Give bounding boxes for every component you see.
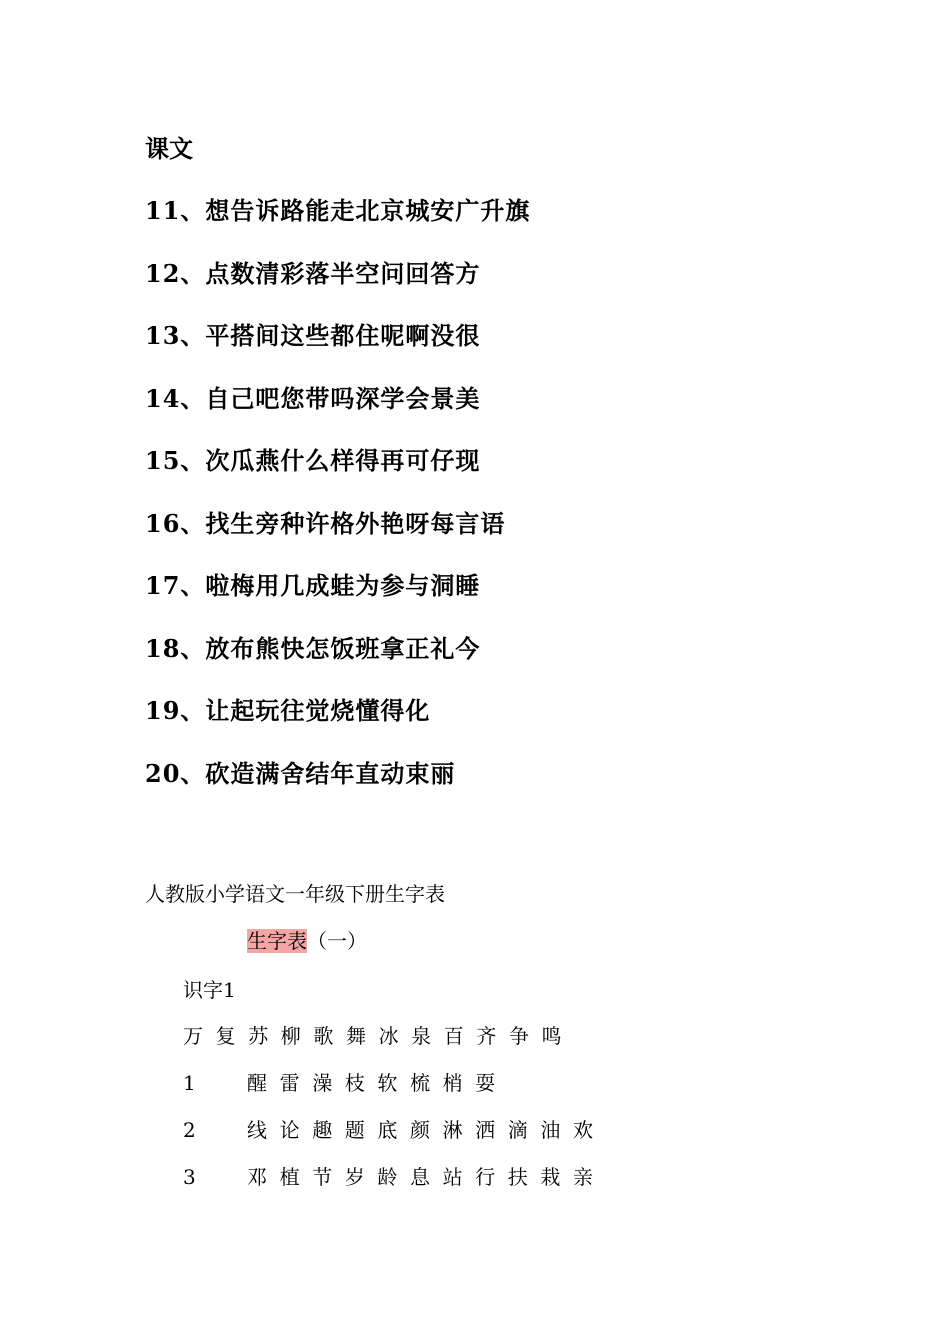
char-cell: 醒	[247, 1071, 267, 1095]
char-cell: 泉	[411, 1024, 432, 1048]
char-cell: 行	[475, 1165, 496, 1189]
char-cell: 植	[279, 1165, 300, 1189]
lesson-item: 15、次瓜燕什么样得再可仔现	[145, 446, 481, 475]
char-cell: 节	[312, 1165, 333, 1189]
char-cell: 欢	[572, 1118, 593, 1142]
char-cell: 舞	[345, 1024, 366, 1048]
subtitle-highlight: 生字表	[247, 929, 307, 953]
char-cell: 邓	[247, 1165, 267, 1189]
subtitle-rest: （一）	[307, 929, 367, 953]
lesson-item: 14、自己吧您带吗深学会景美	[145, 383, 481, 413]
char-cell: 题	[344, 1118, 365, 1142]
char-row-chars	[183, 1021, 574, 1051]
char-cell: 争	[508, 1024, 529, 1048]
char-cell: 软	[377, 1071, 398, 1095]
lesson-item: 19、让起玩往觉烧懂得化	[145, 696, 431, 725]
char-row-chars	[247, 1068, 508, 1098]
lesson-list	[145, 195, 530, 820]
char-cell: 论	[279, 1118, 300, 1142]
lesson-item: 20、砍造满舍结年直动束丽	[145, 758, 456, 788]
char-cell: 苏	[248, 1024, 269, 1048]
char-cell: 梳	[409, 1071, 430, 1095]
char-cell: 站	[442, 1165, 463, 1189]
char-cell: 鸣	[541, 1024, 562, 1048]
char-cell: 趣	[312, 1118, 333, 1142]
char-cell: 线	[247, 1118, 267, 1142]
lesson-item: 18、放布熊快怎饭班拿正礼今	[145, 633, 481, 663]
char-cell: 颜	[409, 1118, 430, 1142]
char-row-number: 3	[183, 1165, 196, 1189]
lesson-item: 13、平搭间这些都住呢啊没很	[145, 321, 481, 350]
char-cell: 岁	[344, 1165, 365, 1189]
char-cell: 歌	[313, 1024, 334, 1048]
char-row-number: 2	[183, 1118, 196, 1142]
char-table-subtitle	[247, 927, 367, 955]
char-cell: 淋	[442, 1118, 463, 1142]
char-cell: 栽	[540, 1165, 561, 1189]
char-table-title: 人教版小学语文一年级下册生字表	[145, 882, 445, 906]
char-row-number: 1	[183, 1071, 196, 1095]
char-cell: 澡	[312, 1071, 333, 1095]
lesson-item: 16、找生旁种许格外艳呀每言语	[145, 508, 506, 538]
lesson-item: 12、点数清彩落半空问回答方	[145, 258, 481, 288]
char-cell: 龄	[377, 1165, 398, 1189]
lesson-item: 17、啦梅用几成蛙为参与洞睡	[145, 571, 481, 600]
char-cell: 洒	[475, 1118, 496, 1142]
lessons-heading: 课文	[145, 134, 193, 163]
char-row-chars	[247, 1115, 606, 1145]
char-cell: 扶	[507, 1165, 528, 1189]
char-cell: 息	[409, 1165, 430, 1189]
char-cell: 油	[540, 1118, 561, 1142]
char-cell: 万	[183, 1024, 203, 1048]
char-cell: 底	[377, 1118, 398, 1142]
char-cell: 枝	[344, 1071, 365, 1095]
lesson-item: 11、想告诉路能走北京城安广升旗	[145, 196, 531, 225]
char-cell: 冰	[378, 1024, 399, 1048]
char-cell: 梢	[442, 1071, 463, 1095]
char-cell: 复	[215, 1024, 236, 1048]
char-cell: 滴	[507, 1118, 528, 1142]
char-cell: 齐	[476, 1024, 497, 1048]
char-cell: 亲	[572, 1165, 593, 1189]
char-row-chars	[247, 1162, 606, 1192]
section-label: 识字1	[183, 978, 236, 1002]
char-cell: 百	[443, 1024, 464, 1048]
char-cell: 耍	[475, 1071, 496, 1095]
char-cell: 柳	[280, 1024, 301, 1048]
char-cell: 雷	[279, 1071, 300, 1095]
